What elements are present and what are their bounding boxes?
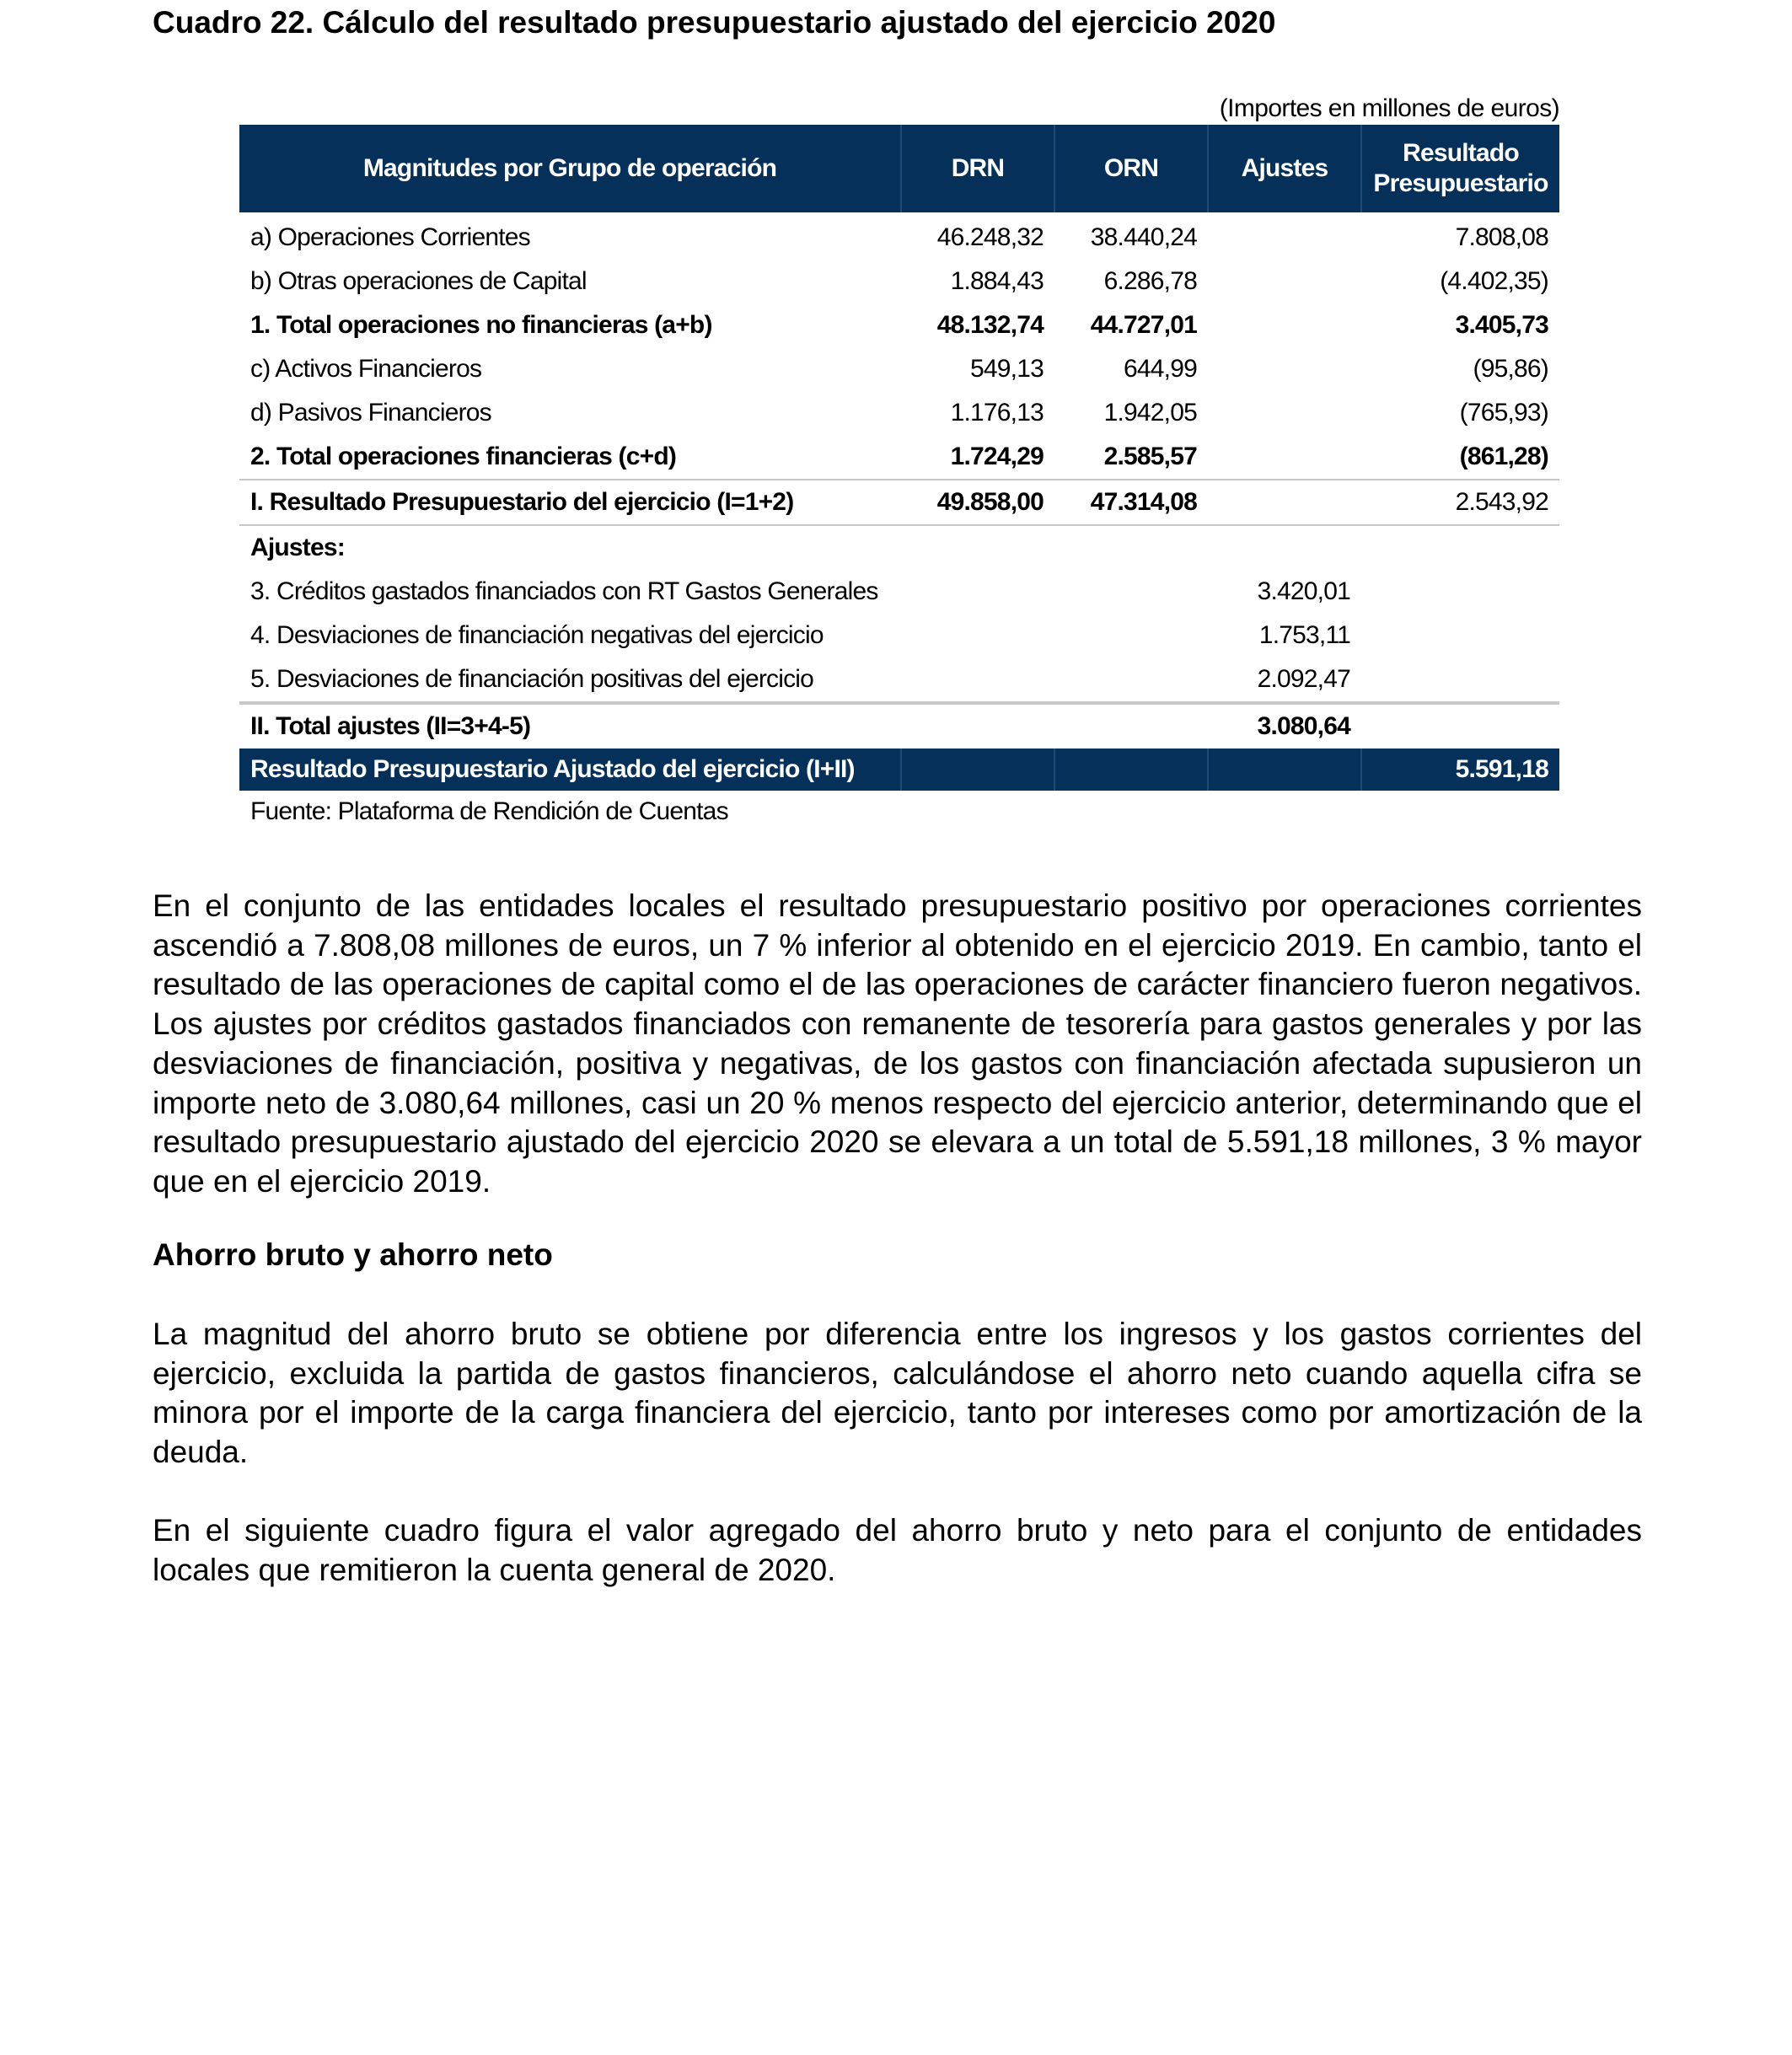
cell-drn bbox=[901, 703, 1054, 748]
header-orn: ORN bbox=[1054, 125, 1208, 212]
table-row bbox=[239, 347, 1559, 391]
cell-orn bbox=[1054, 570, 1208, 614]
row-label: Ajustes: bbox=[239, 525, 901, 570]
table-final-row bbox=[239, 748, 1559, 791]
table-row bbox=[239, 260, 1559, 303]
row-label: 2. Total operaciones financieras (c+d) bbox=[250, 443, 677, 470]
row-label: II. Total ajustes (II=3+4-5) bbox=[239, 703, 901, 748]
cell-orn: 47.314,08 bbox=[1054, 480, 1208, 525]
row-label: 5. Desviaciones de financiación positivas del ejercicio bbox=[250, 665, 814, 693]
cell-resultado: (95,86) bbox=[1473, 355, 1548, 383]
cell-ajustes: 3.080,64 bbox=[1208, 703, 1361, 748]
cell-resultado bbox=[1361, 703, 1559, 748]
header-ajustes: Ajustes bbox=[1208, 125, 1361, 212]
table-title: Cuadro 22. Cálculo del resultado presupuestario ajustado del ejercicio 2020 bbox=[153, 5, 1276, 40]
row-label: d) Pasivos Financieros bbox=[250, 399, 491, 427]
cell-ajustes: 1.753,11 bbox=[1258, 621, 1350, 649]
cell-ajustes bbox=[1208, 525, 1361, 570]
row-label: b) Otras operaciones de Capital bbox=[250, 267, 587, 295]
cell-ajustes bbox=[1208, 435, 1361, 480]
cell-orn bbox=[1054, 703, 1208, 748]
row-label: 1. Total operaciones no financieras (a+b) bbox=[250, 311, 712, 339]
table-row bbox=[239, 212, 1559, 260]
cell-orn: 6.286,78 bbox=[1103, 267, 1197, 295]
table-row bbox=[239, 570, 1559, 614]
cell-orn: 38.440,24 bbox=[1090, 223, 1197, 251]
cell-resultado bbox=[1361, 614, 1559, 657]
cell-drn: 1.176,13 bbox=[950, 399, 1044, 427]
table-header-row bbox=[239, 125, 1559, 212]
final-row-label: Resultado Presupuestario Ajustado del ejercicio (I+II) bbox=[239, 748, 901, 791]
table-row bbox=[239, 703, 1559, 748]
cell-ajustes bbox=[1208, 260, 1361, 303]
cell-ajustes bbox=[1208, 347, 1361, 391]
cell-orn: 2.585,57 bbox=[1103, 443, 1197, 470]
cell-orn: 644,99 bbox=[1124, 355, 1197, 383]
cell-drn: 1.724,29 bbox=[950, 443, 1044, 470]
final-cell-ajustes bbox=[1208, 748, 1361, 791]
cell-resultado bbox=[1361, 525, 1559, 570]
table-row bbox=[239, 480, 1559, 525]
row-label: 3. Créditos gastados financiados con RT Gastos Generales bbox=[250, 577, 878, 605]
cell-ajustes bbox=[1208, 303, 1361, 347]
cell-drn: 549,13 bbox=[970, 355, 1044, 383]
cell-drn: 48.132,74 bbox=[936, 311, 1044, 339]
header-resultado bbox=[1361, 125, 1559, 212]
cell-drn bbox=[901, 657, 1054, 703]
final-cell-drn bbox=[901, 748, 1054, 791]
header-resultado-line2: Presupuestario bbox=[1373, 169, 1548, 197]
budget-result-table bbox=[239, 125, 1559, 791]
table-row bbox=[239, 525, 1559, 570]
cell-drn bbox=[901, 570, 1054, 614]
table-row bbox=[239, 614, 1559, 657]
cell-ajustes: 3.420,01 bbox=[1257, 577, 1350, 605]
cell-resultado bbox=[1361, 570, 1559, 614]
cell-resultado bbox=[1361, 657, 1559, 703]
cell-orn: 1.942,05 bbox=[1103, 399, 1197, 427]
units-note: (Importes en millones de euros) bbox=[1219, 94, 1559, 122]
cell-resultado: 2.543,92 bbox=[1361, 480, 1559, 525]
cell-resultado: 7.808,08 bbox=[1455, 223, 1548, 251]
table-row bbox=[239, 435, 1559, 480]
cell-orn bbox=[1054, 614, 1208, 657]
cell-drn: 46.248,32 bbox=[936, 223, 1044, 251]
cell-ajustes bbox=[1208, 480, 1361, 525]
cell-drn: 1.884,43 bbox=[950, 267, 1044, 295]
header-magnitudes: Magnitudes por Grupo de operación bbox=[239, 125, 901, 212]
row-label: 4. Desviaciones de financiación negativas del ejercicio bbox=[250, 621, 824, 649]
final-cell-orn bbox=[1054, 748, 1208, 791]
cell-orn bbox=[1054, 657, 1208, 703]
cell-resultado: (861,28) bbox=[1459, 443, 1548, 470]
header-resultado-line1: Resultado bbox=[1403, 139, 1519, 167]
table-row bbox=[239, 657, 1559, 703]
body-paragraph-3: En el siguiente cuadro figura el valor agregado del ahorro bruto y neto para el conjunto de entidades locales que remitieron la cuenta general de 2020. bbox=[153, 1513, 1642, 1587]
cell-resultado: (4.402,35) bbox=[1440, 267, 1548, 295]
table-row bbox=[239, 391, 1559, 435]
cell-resultado: 3.405,73 bbox=[1455, 311, 1548, 339]
row-label: c) Activos Financieros bbox=[250, 355, 482, 383]
cell-orn: 44.727,01 bbox=[1090, 311, 1197, 339]
cell-ajustes bbox=[1208, 391, 1361, 435]
cell-ajustes: 2.092,47 bbox=[1257, 665, 1350, 693]
cell-drn bbox=[901, 525, 1054, 570]
body-paragraph-2: La magnitud del ahorro bruto se obtiene por diferencia entre los ingresos y los gastos corrientes del ejercicio, excluida la partida de gastos financieros, calculándose el ahorro neto cuando aquella cifra se minora por el importe de la carga financiera del ejercicio, tanto por intereses como por amortización de la deuda. bbox=[153, 1317, 1642, 1470]
body-paragraph-1: En el conjunto de las entidades locales el resultado presupuestario positivo por operaciones corrientes ascendió a 7.808,08 millones de euros, un 7 % inferior al obtenido en el ejercicio 2019. En cambio, tanto el resultado de las operaciones de capital como el de las operaciones de carácter financiero fueron negativos. Los ajustes por créditos gastados financiados con remanente de tesorería para gastos generales y por las desviaciones de financiación, positiva y negativas, de los gastos con financiación afectada supusieron un importe neto de 3.080,64 millones, casi un 20 % menos respecto del ejercicio anterior, determinando que el resultado presupuestario ajustado del ejercicio 2020 se elevara a un total de 5.591,18 millones, 3 % mayor que en el ejercicio 2019. bbox=[153, 888, 1642, 1199]
cell-drn bbox=[901, 614, 1054, 657]
row-label: a) Operaciones Corrientes bbox=[250, 223, 530, 251]
table-row bbox=[239, 303, 1559, 347]
header-drn: DRN bbox=[901, 125, 1054, 212]
cell-orn bbox=[1054, 525, 1208, 570]
section-heading: Ahorro bruto y ahorro neto bbox=[153, 1237, 553, 1272]
cell-resultado: (765,93) bbox=[1459, 399, 1548, 427]
cell-drn: 49.858,00 bbox=[901, 480, 1054, 525]
cell-ajustes bbox=[1208, 212, 1361, 260]
row-label: I. Resultado Presupuestario del ejercicio (I=1+2) bbox=[239, 480, 901, 525]
table-source: Fuente: Plataforma de Rendición de Cuentas bbox=[250, 797, 728, 825]
final-cell-resultado: 5.591,18 bbox=[1361, 748, 1559, 791]
